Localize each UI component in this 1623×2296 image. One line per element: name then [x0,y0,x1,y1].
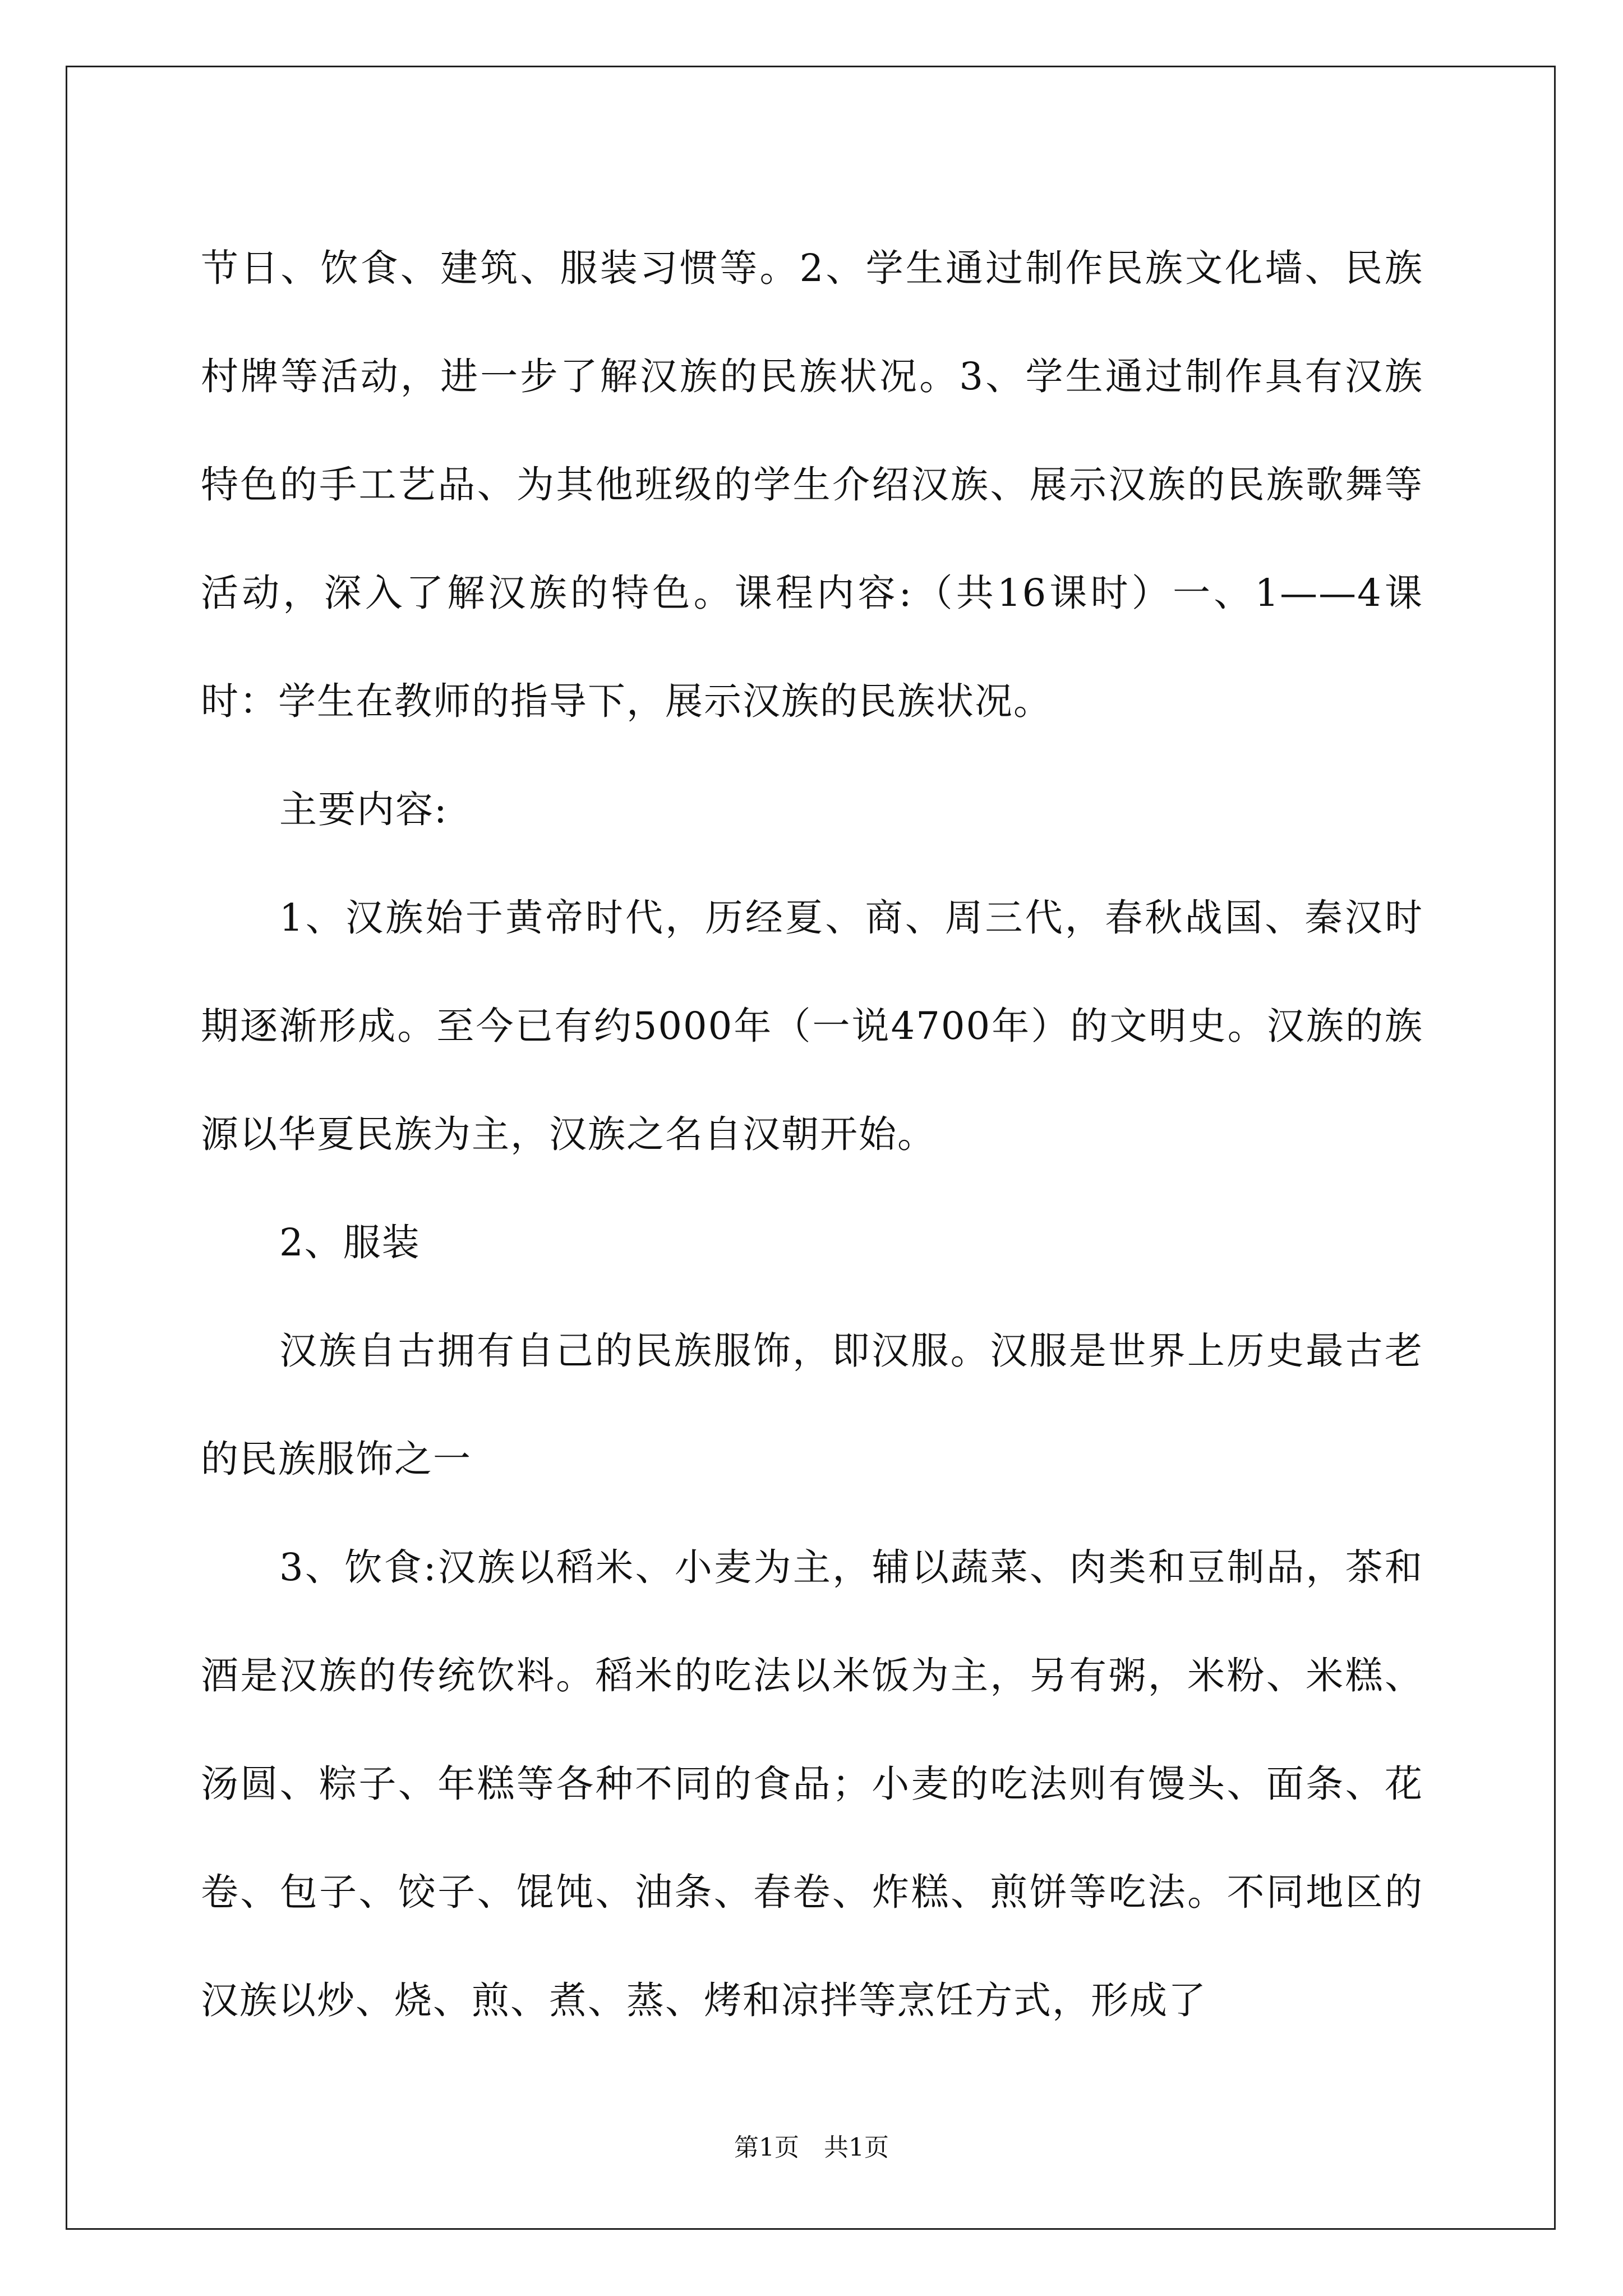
paragraph-main-content-heading: 主要内容: [279,788,448,831]
paragraph-clothing-heading: 2、服装 [279,1221,421,1264]
paragraph-diet: 3、饮食:汉族以稻米、小麦为主，辅以蔬菜、肉类和豆制品，茶和酒是汉族的传统饮料。稻米的吃法以米饭为主，另有粥，米粉、米糕、汤圆、粽子、年糕等各种不同的食品；小麦的吃法则有馒头、面条、花卷、包子、饺子、馄饨、油条、春卷、炸糕、煎饼等吃法。不同地区的汉族以炒、烧、煎、煮、蒸、烤和凉拌等烹饪方式，形成了 [201,1545,1423,2022]
paragraph-activities-content: 节日、饮食、建筑、服装习惯等。2、学生通过制作民族文化墙、民族村牌等活动，进一步了解汉族的民族状况。3、学生通过制作具有汉族特色的手工艺品、为其他班级的学生介绍汉族、展示汉族的民族歌舞等活动，深入了解汉族的特色。课程内容:（共16课时）一、1——4课时：学生在教师的指导下，展示汉族的民族状况。 [201,246,1423,723]
paragraph-origin: 1、汉族始于黄帝时代，历经夏、商、周三代，春秋战国、秦汉时期逐渐形成。至今已有约5000年（一说4700年）的文明史。汉族的族源以华夏民族为主，汉族之名自汉朝开始。 [201,896,1423,1156]
page-footer: 第1页 共1页 [734,2133,889,2162]
paragraph-clothing: 汉族自古拥有自己的民族服饰，即汉服。汉服是世界上历史最古老的民族服饰之一 [201,1329,1423,1481]
document-body [201,214,1423,2055]
